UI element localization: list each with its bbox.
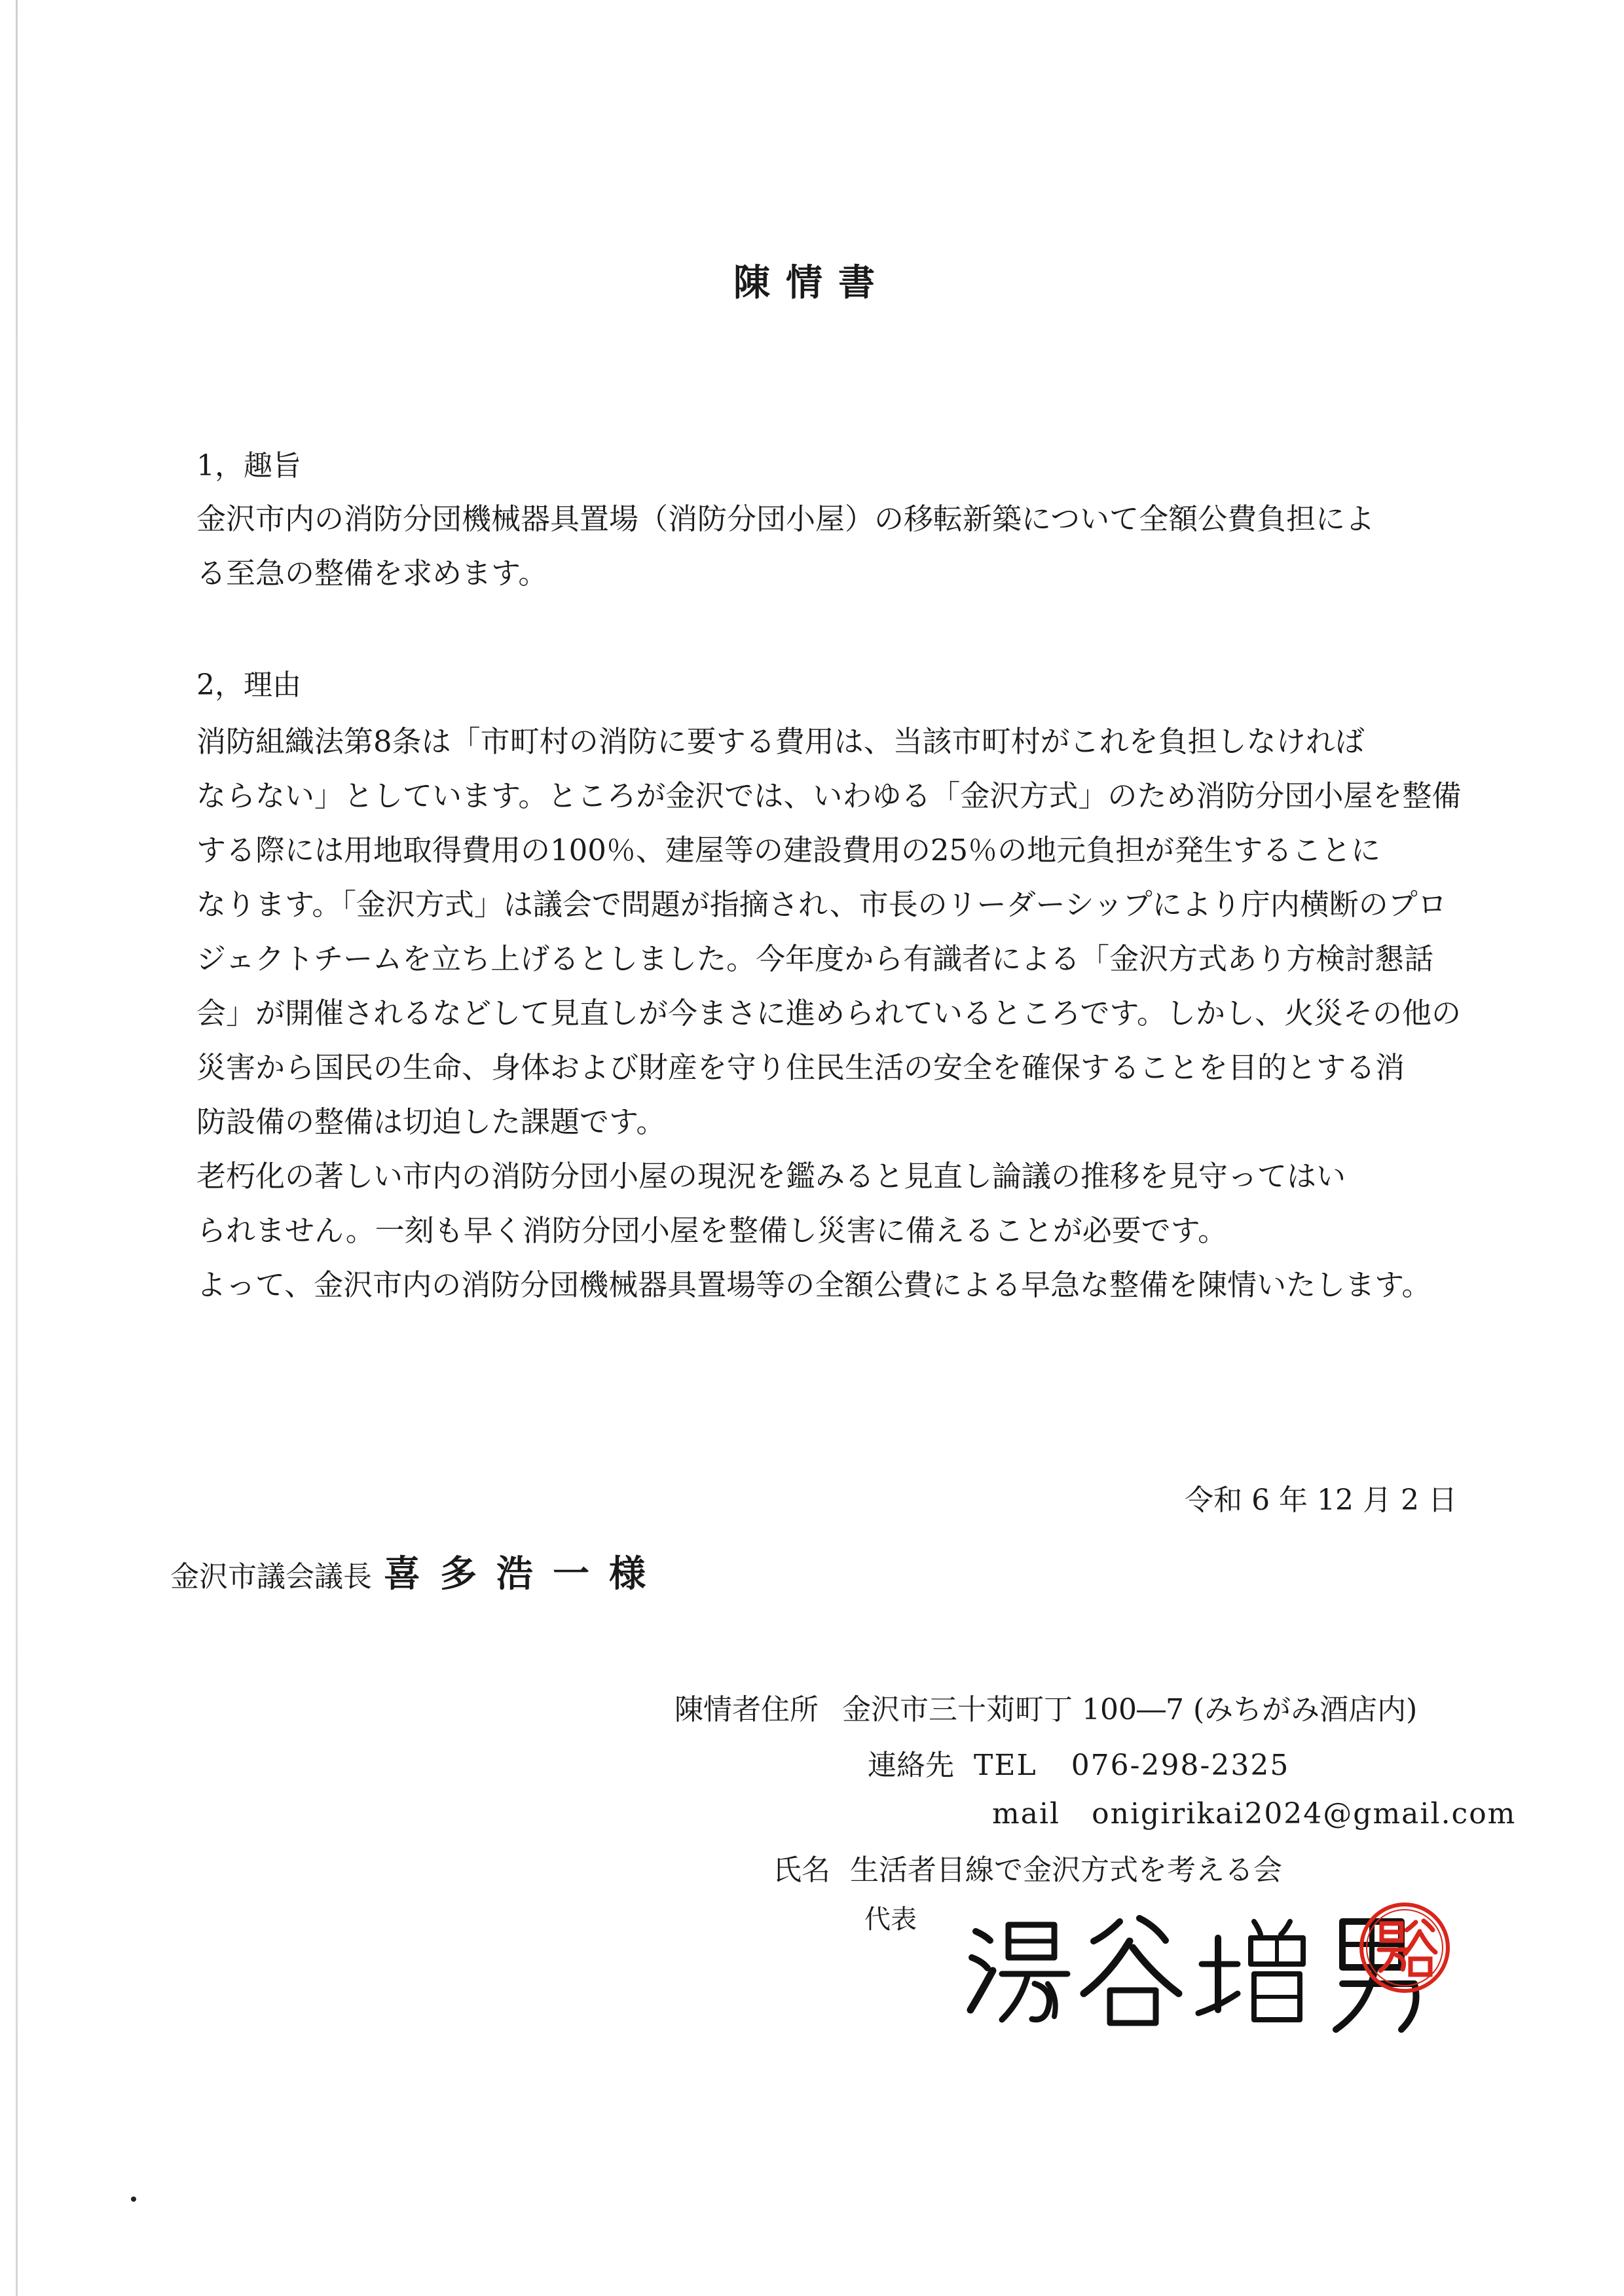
section2-line: 老朽化の著しい市内の消防分団小屋の現況を鑑みると見直し論議の推移を見守ってはい <box>196 1159 1346 1194</box>
tel-value: 076-298-2325 <box>1071 1749 1290 1782</box>
section2-line: 会」が開催されるなどして見直しが今まさに進められているところです。しかし、火災その他の <box>196 996 1461 1030</box>
tel-label: TEL <box>974 1749 1037 1782</box>
section2-line: 消防組織法第8条は「市町村の消防に要する費用は、当該市町村がこれを負担しなければ <box>196 724 1365 759</box>
representative-label: 代表 <box>864 1904 917 1935</box>
address-value: 金沢市三十苅町丁 100―7 (みちがみ酒店内) <box>842 1693 1418 1726</box>
addressee <box>170 1545 665 1597</box>
section1-line: る至急の整備を求めます。 <box>196 556 548 591</box>
section1-line: 金沢市内の消防分団機械器具置場（消防分団小屋）の移転新築について全額公費負担によ <box>196 501 1375 536</box>
section2-line: られません。一刻も早く消防分団小屋を整備し災害に備えることが必要です。 <box>196 1213 1228 1248</box>
name-row <box>773 1846 1282 1888</box>
group-name: 生活者目線で金沢方式を考える会 <box>850 1853 1282 1887</box>
address-label: 陳情者住所 <box>674 1693 819 1726</box>
section2-line: 災害から国民の生命、身体および財産を守り住民生活の安全を確保することを目的とする消 <box>196 1050 1405 1085</box>
section2-line: ならない」としています。ところが金沢では、いわゆる「金沢方式」のため消防分団小屋を整備 <box>196 778 1462 813</box>
section2-line: ジェクトチームを立ち上げるとしました。今年度から有識者による「金沢方式あり方検討懇話 <box>196 941 1434 976</box>
address-row <box>674 1686 1417 1728</box>
section2-line: よって、金沢市内の消防分団機械器具置場等の全額公費による早急な整備を陳情いたします。 <box>196 1267 1431 1302</box>
red-seal-stamp <box>1356 1899 1454 1997</box>
section1-heading: 1，趣旨 <box>196 449 301 483</box>
contact-label: 連絡先 <box>868 1749 954 1782</box>
addressee-org: 金沢市議会議長 <box>170 1560 372 1594</box>
mail-label: mail <box>992 1797 1061 1831</box>
document-date: 令和 6 年 12 月 2 日 <box>1185 1484 1457 1517</box>
section1-body <box>196 501 1480 613</box>
section2-heading: 2，理由 <box>196 668 301 702</box>
section2-line: なります。「金沢方式」は議会で問題が指摘され、市長のリーダーシップにより庁内横断のプロ <box>196 887 1447 922</box>
scan-edge-shadow <box>16 0 18 2296</box>
section2-body <box>196 724 1480 1324</box>
scan-speck <box>131 2196 136 2202</box>
section2-line: 防設備の整備は切迫した課題です。 <box>196 1104 666 1139</box>
contact-row <box>868 1741 1289 1783</box>
mail-value: onigirikai2024@gmail.com <box>1092 1797 1517 1831</box>
name-label: 氏名 <box>773 1853 830 1887</box>
mail-row <box>992 1797 1516 1831</box>
document-title: 陳情書 <box>733 261 891 304</box>
section2-line: する際には用地取得費用の100％、建屋等の建設費用の25％の地元負担が発生することに <box>196 833 1381 867</box>
addressee-name: 喜多浩一様 <box>384 1552 665 1595</box>
